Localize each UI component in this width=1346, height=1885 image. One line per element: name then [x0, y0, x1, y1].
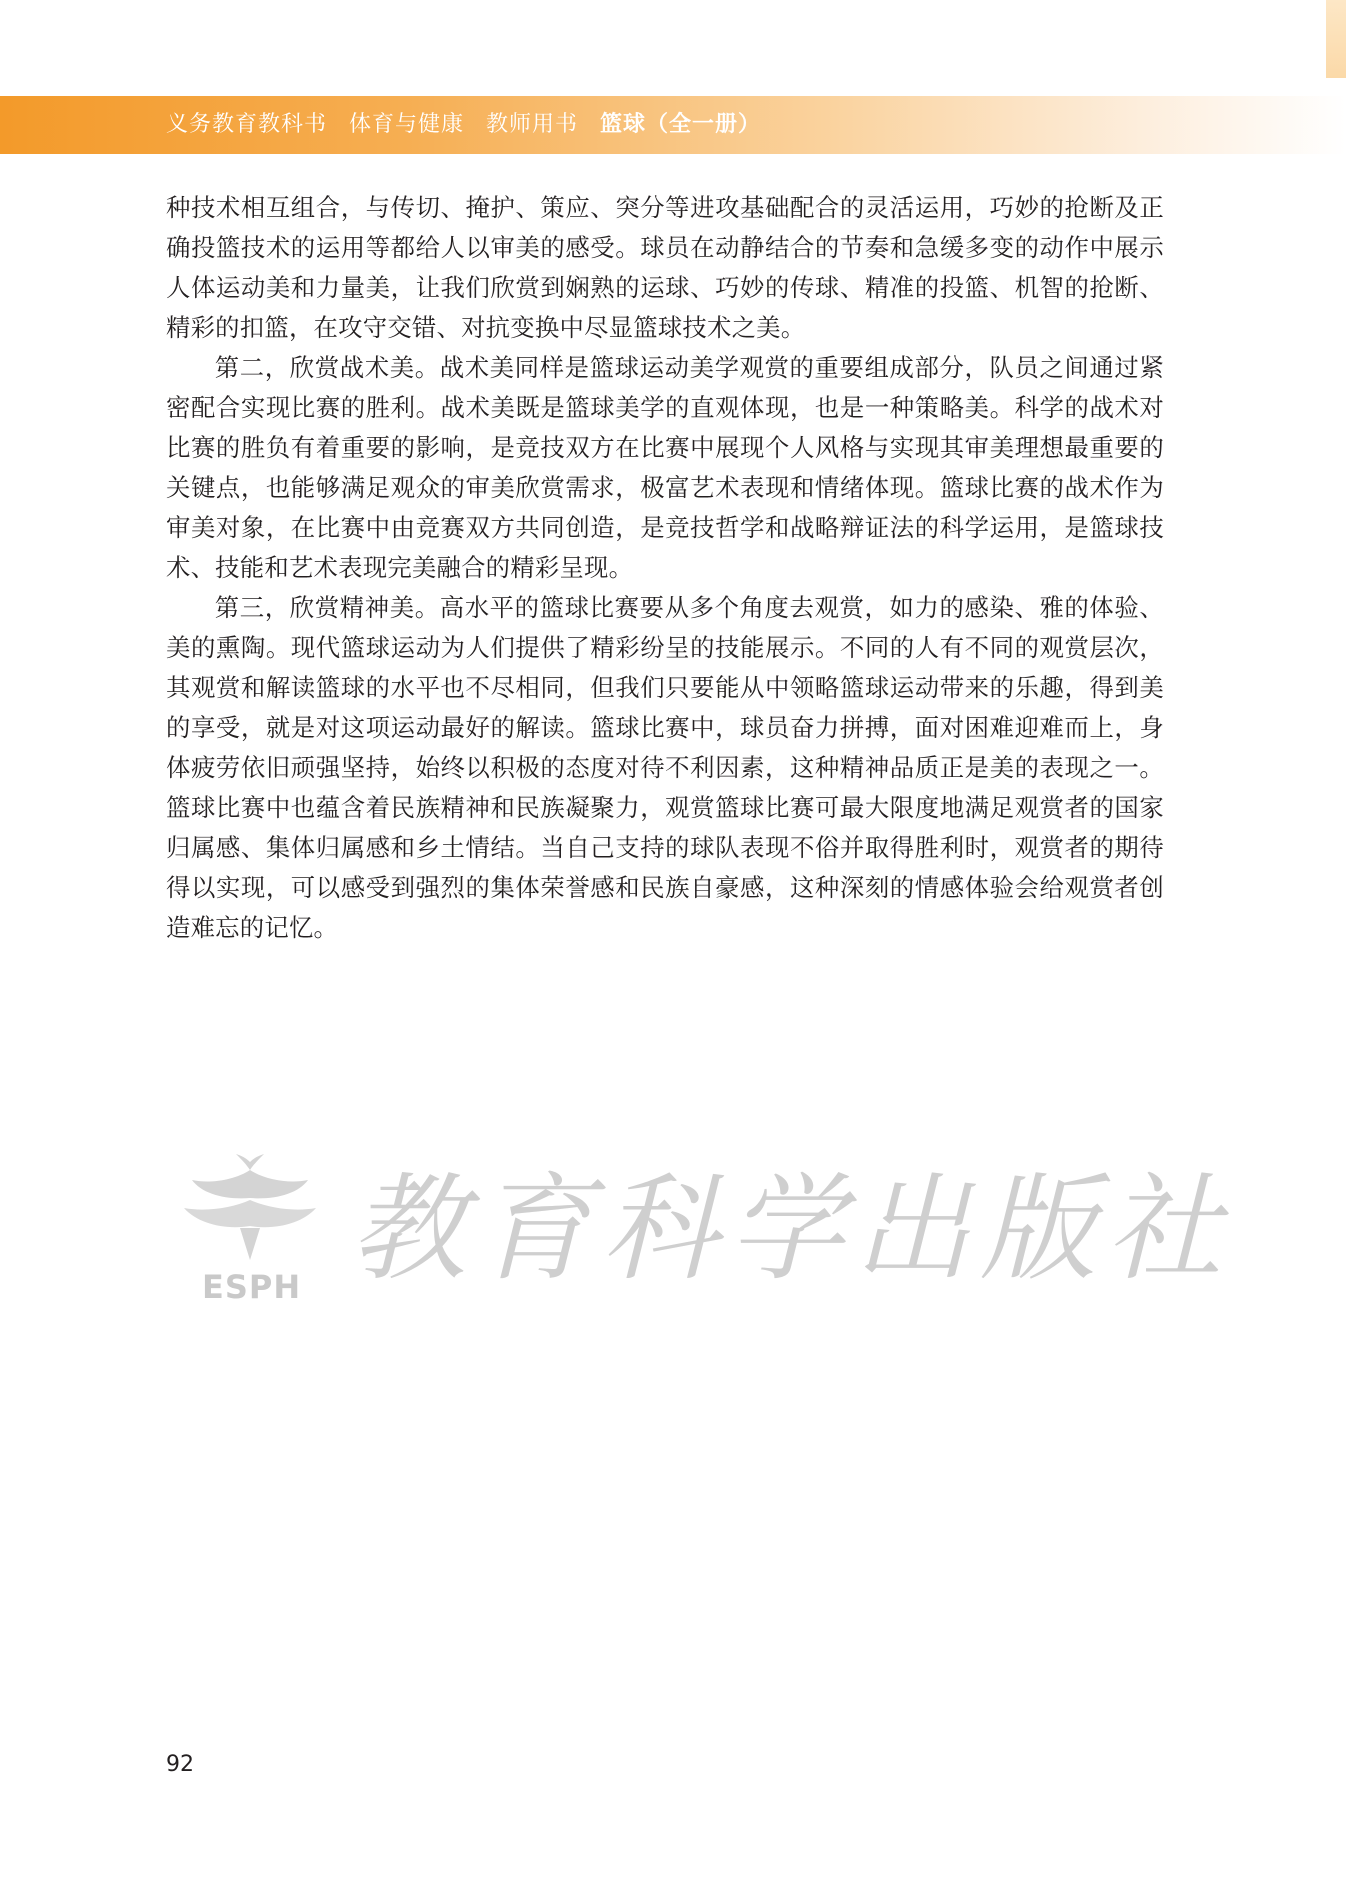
paragraph-continued: 种技术相互组合，与传切、掩护、策应、突分等进攻基础配合的灵活运用，巧妙的抢断及正确投篮技术的运用等都给人以审美的感受。球员在动静结合的节奏和急缓多变的动作中展示人体运动美和力量美，让我们欣赏到娴熟的运球、巧妙的传球、精准的投篮、机智的抢断、精彩的扣篮，在攻守交错、对抗变换中尽显篮球技术之美。: [166, 193, 1164, 342]
esph-book-wings-icon: [180, 1150, 320, 1270]
logo-text: ESPH: [202, 1268, 302, 1306]
header-volume: 篮球（全一册）: [600, 112, 762, 137]
header-subject: 体育与健康: [349, 112, 465, 137]
publisher-name: 教育科学出版社: [350, 1162, 1232, 1297]
publisher-watermark: [180, 1150, 1232, 1320]
page-number: 92: [166, 1752, 194, 1777]
header-series: 义务教育教科书: [166, 112, 328, 137]
esph-logo: [180, 1150, 320, 1310]
paragraph-tactics: 第二，欣赏战术美。战术美同样是篮球运动美学观赏的重要组成部分，队员之间通过紧密配合实现比赛的胜利。战术美既是篮球美学的直观体现，也是一种策略美。科学的战术对比赛的胜负有着重要的影响，是竞技双方在比赛中展现个人风格与实现其审美理想最重要的关键点，也能够满足观众的审美欣赏需求，极富艺术表现和情绪体现。篮球比赛的战术作为审美对象，在比赛中由竞赛双方共同创造，是竞技哲学和战略辩证法的科学运用，是篮球技术、技能和艺术表现完美融合的精彩呈现。: [166, 353, 1164, 582]
paragraph-spirit: 第三，欣赏精神美。高水平的篮球比赛要从多个角度去观赏，如力的感染、雅的体验、美的熏陶。现代篮球运动为人们提供了精彩纷呈的技能展示。不同的人有不同的观赏层次，其观赏和解读篮球的水平也不尽相同，但我们只要能从中领略篮球运动带来的乐趣，得到美的享受，就是对这项运动最好的解读。篮球比赛中，球员奋力拼搏，面对困难迎难而上，身体疲劳依旧顽强坚持，始终以积极的态度对待不利因素，这种精神品质正是美的表现之一。篮球比赛中也蕴含着民族精神和民族凝聚力，观赏篮球比赛可最大限度地满足观赏者的国家归属感、集体归属感和乡土情结。当自己支持的球队表现不俗并取得胜利时，观赏者的期待得以实现，可以感受到强烈的集体荣誉感和民族自豪感，这种深刻的情感体验会给观赏者创造难忘的记忆。: [166, 593, 1164, 942]
header-book-type: 教师用书: [486, 112, 579, 137]
running-header: [166, 96, 761, 154]
body-text: [166, 188, 1164, 948]
corner-page-tab: [1326, 0, 1346, 78]
